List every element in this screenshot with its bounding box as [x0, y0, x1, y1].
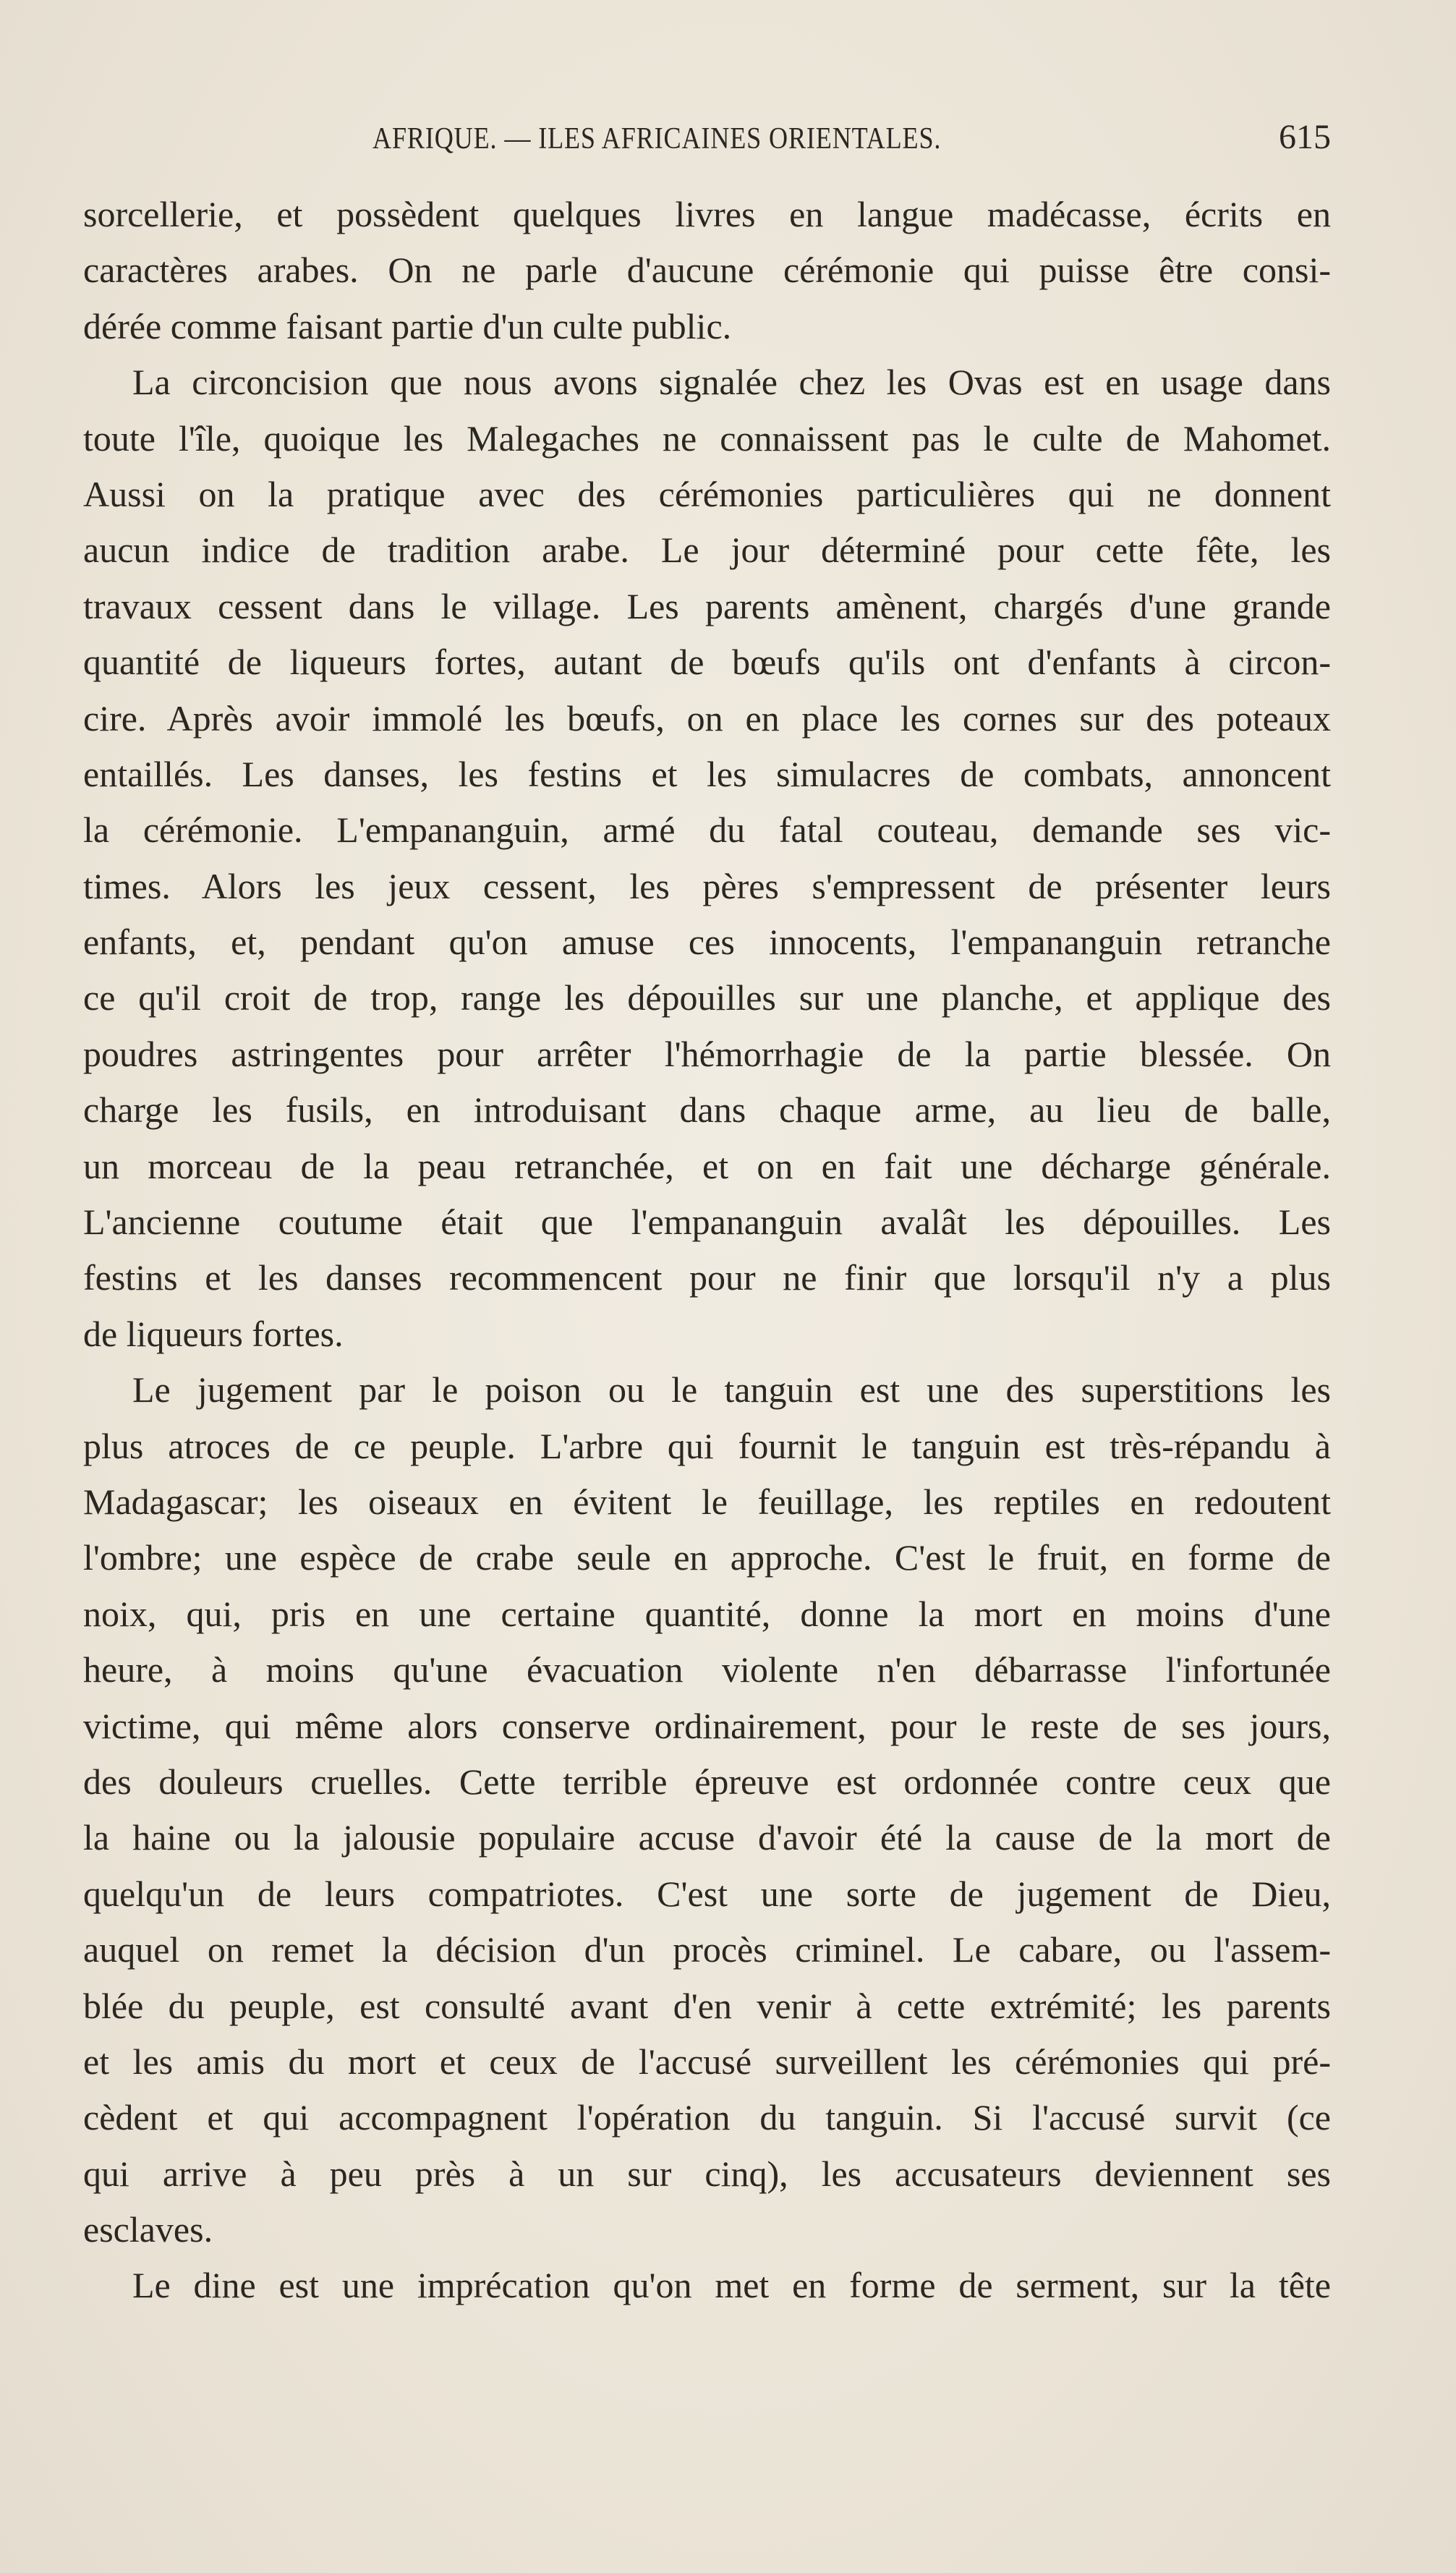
text-line: times. Alors les jeux cessent, les pères s'empressent de présenter leurs [83, 865, 1331, 906]
text-line: Le dine est une imprécation qu'on met en forme de serment, sur la tête [132, 2265, 1331, 2306]
text-line: blée du peuple, est consulté avant d'en venir à cette extrémité; les parents [83, 1985, 1331, 2026]
paragraph-1 [83, 187, 1331, 354]
text-line: des douleurs cruelles. Cette terrible épreuve est ordonnée contre ceux que [83, 1761, 1331, 1802]
text-line: de liqueurs fortes. [83, 1313, 344, 1354]
text-line: toute l'île, quoique les Malegaches ne connaissent pas le culte de Mahomet. [83, 417, 1331, 459]
text-line: la cérémonie. L'empananguin, armé du fatal couteau, demande ses vic- [83, 809, 1331, 851]
page-header [83, 118, 1331, 172]
text-line: Aussi on la pratique avec des cérémonies particulières qui ne donnent [83, 473, 1331, 514]
text-line: sorcellerie, et possèdent quelques livres en langue madécasse, écrits en [83, 194, 1331, 234]
text-line: Le jugement par le poison ou le tanguin est une des superstitions les [132, 1369, 1331, 1411]
text-line: quantité de liqueurs fortes, autant de bœufs qu'ils ont d'enfants à circon- [83, 642, 1331, 683]
text-line: charge les fusils, en introduisant dans chaque arme, au lieu de balle, [83, 1089, 1331, 1131]
paragraph-3 [83, 1362, 1331, 2258]
text-line: ce qu'il croit de trop, range les dépouilles sur une planche, et applique des [83, 977, 1331, 1018]
text-line: noix, qui, pris en une certaine quantité, donne la mort en moins d'une [83, 1593, 1331, 1634]
text-line: festins et les danses recommencent pour ne finir que lorsqu'il n'y a plus [83, 1257, 1331, 1298]
text-line: qui arrive à peu près à un sur cinq), les accusateurs deviennent ses [83, 2153, 1331, 2194]
text-line: aucun indice de tradition arabe. Le jour déterminé pour cette fête, les [83, 530, 1331, 571]
page-number: 615 [1279, 118, 1331, 156]
text-line: La circoncision que nous avons signalée chez les Ovas est en usage dans [132, 362, 1331, 403]
paragraph-2 [83, 354, 1331, 1362]
text-line: cèdent et qui accompagnent l'opération du tanguin. Si l'accusé survit (ce [83, 2097, 1331, 2138]
text-line: dérée comme faisant partie d'un culte public. [83, 305, 732, 346]
text-line: plus atroces de ce peuple. L'arbre qui fournit le tanguin est très-répandu à [83, 1425, 1331, 1466]
text-line: heure, à moins qu'une évacuation violente n'en débarrasse l'infortunée [83, 1649, 1331, 1690]
text-line: quelqu'un de leurs compatriotes. C'est une sorte de jugement de Dieu, [83, 1873, 1331, 1914]
running-title: AFRIQUE. — ILES AFRICAINES ORIENTALES. [372, 122, 942, 156]
text-line: caractères arabes. On ne parle d'aucune cérémonie qui puisse être consi- [83, 250, 1331, 291]
text-line: L'ancienne coutume était que l'empananguin avalât les dépouilles. Les [83, 1202, 1331, 1243]
text-line: Madagascar; les oiseaux en évitent le feuillage, les reptiles en redoutent [83, 1481, 1331, 1522]
text-line: enfants, et, pendant qu'on amuse ces innocents, l'empananguin retranche [83, 922, 1331, 963]
text-line: l'ombre; une espèce de crabe seule en approche. C'est le fruit, en forme de [83, 1537, 1331, 1578]
text-line: poudres astringentes pour arrêter l'hémorrhagie de la partie blessée. On [83, 1033, 1331, 1074]
text-line: entaillés. Les danses, les festins et les simulacres de combats, annoncent [83, 753, 1331, 794]
text-line: la haine ou la jalousie populaire accuse d'avoir été la cause de la mort de [83, 1817, 1331, 1858]
text-line: un morceau de la peau retranchée, et on en fait une décharge générale. [83, 1145, 1331, 1186]
text-line: auquel on remet la décision d'un procès criminel. Le cabare, ou l'assem- [83, 1929, 1331, 1970]
text-line: et les amis du mort et ceux de l'accusé surveillent les cérémonies qui pré- [83, 2041, 1331, 2082]
text-line: esclaves. [83, 2209, 213, 2250]
paragraph-4 [83, 2258, 1331, 2313]
text-line: travaux cessent dans le village. Les parents amènent, chargés d'une grande [83, 585, 1331, 626]
text-line: cire. Après avoir immolé les bœufs, on en place les cornes sur des poteaux [83, 697, 1331, 739]
text-line: victime, qui même alors conserve ordinairement, pour le reste de ses jours, [83, 1705, 1331, 1746]
body-text [83, 187, 1331, 2314]
